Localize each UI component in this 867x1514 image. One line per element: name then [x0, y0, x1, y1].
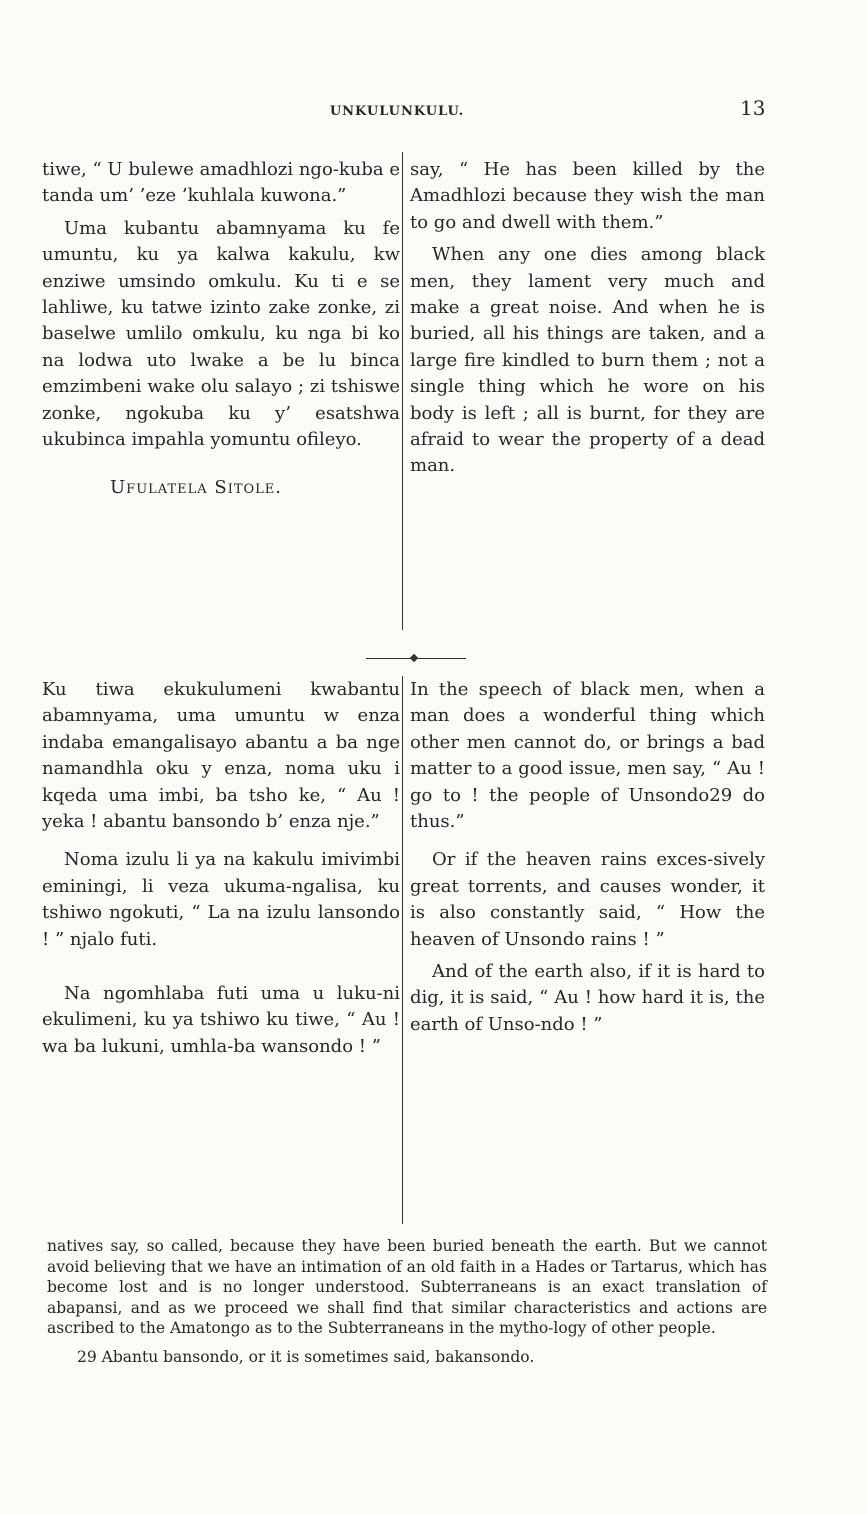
zulu-paragraph: tiwe, “ U bulewe amadhlozi ngo-kuba e tanda um’ ’eze ’kuhlala kuwona.” — [42, 159, 400, 207]
section1-english-column — [410, 157, 765, 480]
english-paragraph: Or if the heaven rains exces-sively great torrents, and causes wonder, it is also constantly said, “ How the heaven of Unsondo rains ! ” — [410, 849, 765, 950]
column-divider — [402, 676, 403, 1224]
footnote-continuation: natives say, so called, because they have been buried beneath the earth. But we cannot avoid believing that we have an intimation of an old faith in a Hades or Tartarus, which has become lost and is no longer understood. Subterraneans is an exact translation of abapansi, and as we proceed we shall find that similar characteristics and actions are ascribed to the Amatongo as to the Subterraneans in the mytho-logy of other people. — [47, 1237, 767, 1337]
page-number: 13 — [740, 96, 766, 120]
section-divider-ornament — [410, 654, 418, 662]
zulu-paragraph: Uma kubantu abamnyama ku fe umuntu, ku ya kalwa kakulu, kw enziwe umsindo omkulu. Ku ti e se lahliwe, ku tatwe izinto zake zonke, zi baselwe umlilo omkulu, ku nga bi ko na lodwa uto lwake a be lu binca emzimbeni wake olu salayo ; zi tshiswe zonke, ngokuba ku y’ esatshwa ukubinca impahla yomuntu ofileyo. — [42, 217, 400, 451]
section2-zulu-column — [42, 677, 400, 1060]
running-header: UNKULUNKULU. — [329, 104, 465, 119]
zulu-paragraph: Noma izulu li ya na kakulu imivimbi eminingi, li veza ukuma-ngalisa, ku tshiwo ngokuti, “ La na izulu lansondo ! ” njalo futi. — [42, 849, 400, 950]
footnote-29: 29 Abantu bansondo, or it is sometimes said, bakansondo. — [77, 1347, 535, 1366]
section2-english-column — [410, 677, 765, 1038]
column-divider — [402, 152, 403, 630]
zulu-paragraph: Ku tiwa ekukulumeni kwabantu abamnyama, uma umuntu w enza indaba emangalisayo abantu a ba nge namandhla oku y enza, noma uku i kqeda uma imbi, ba tsho ke, “ Au ! yeka ! abantu bansondo b’ enza nje.” — [42, 679, 400, 833]
author-signature: Ufulatela Sitole. — [110, 477, 282, 499]
english-paragraph: When any one dies among black men, they lament very much and make a great noise. And when he is buried, all his things are taken, and a large fire kindled to burn them ; not a single thing which he wore on his body is left ; all is burnt, for they are afraid to wear the property of a dead man. — [410, 244, 765, 477]
english-paragraph: In the speech of black men, when a man does a wonderful thing which other men cannot do, or brings a bad matter to a good issue, men say, “ Au ! go to ! the people of Unsondo29 do thus.” — [410, 679, 765, 833]
section1-zulu-column — [42, 157, 400, 502]
footnote-block — [47, 1236, 767, 1367]
english-paragraph: say, “ He has been killed by the Amadhlozi because they wish the man to go and dwell with them.” — [410, 159, 765, 233]
zulu-paragraph: Na ngomhlaba futi uma u luku-ni ekulimeni, ku ya tshiwo ku tiwe, “ Au ! wa ba lukuni, umhla-ba wansondo ! ” — [42, 983, 400, 1057]
english-paragraph: And of the earth also, if it is hard to dig, it is said, “ Au ! how hard it is, the earth of Unso-ndo ! ” — [410, 961, 765, 1035]
